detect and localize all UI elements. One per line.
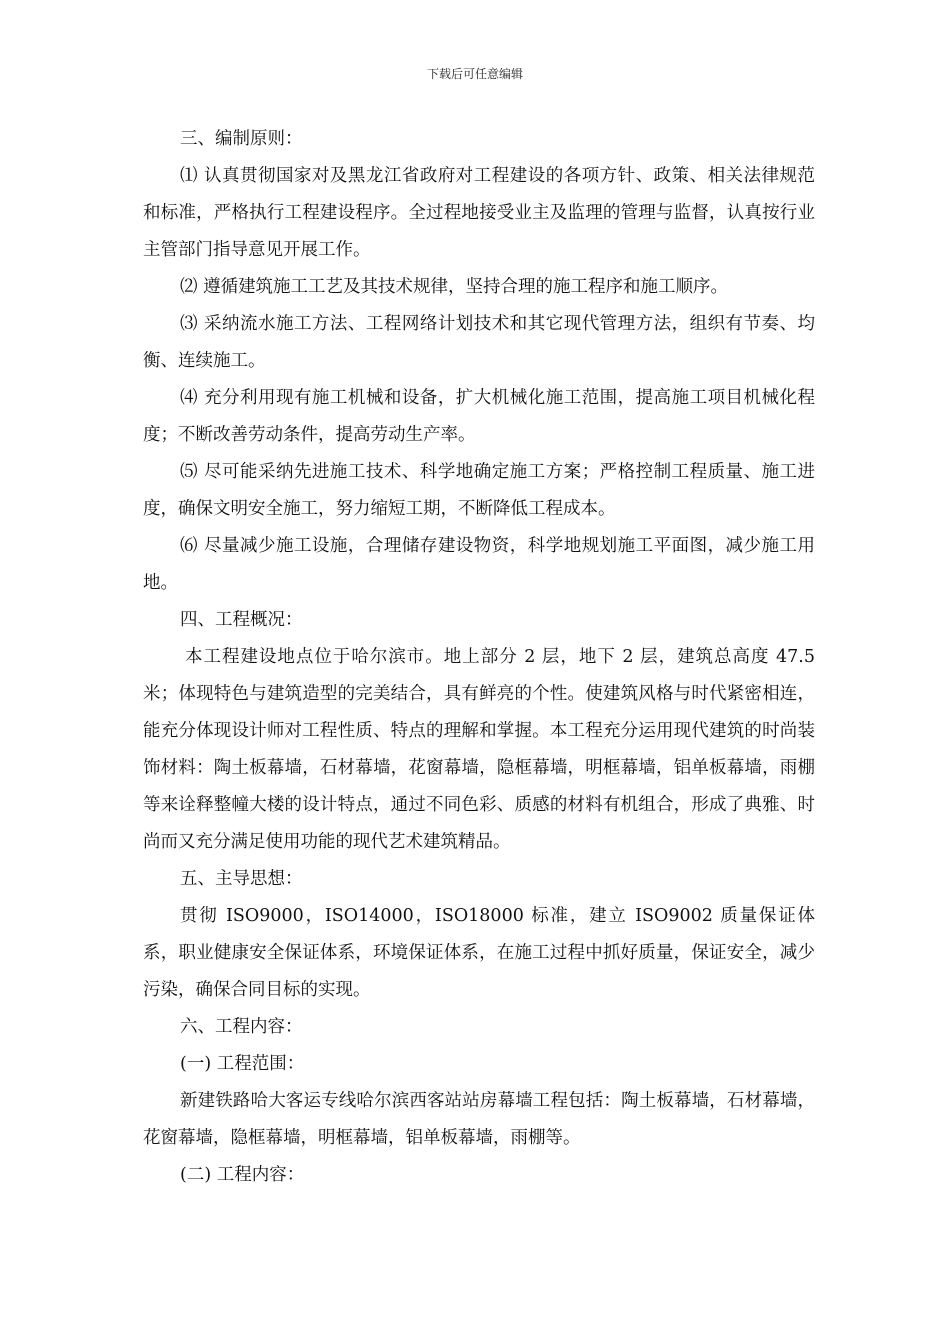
principle-4: ⑷ 充分利用现有施工机械和设备，扩大机械化施工范围，提高施工项目机械化程度；不断改善劳动条件，提高劳动生产率。 — [143, 388, 815, 445]
principle-2: ⑵ 遵循建筑施工工艺及其技术规律，坚持合理的施工程序和施工顺序。 — [180, 277, 729, 297]
section-heading-guiding-idea: 五、主导思想： — [180, 869, 303, 889]
principle-5: ⑸ 尽可能采纳先进施工技术、科学地确定施工方案；严格控制工程质量、施工进度，确保文明安全施工，努力缩短工期，不断降低工程成本。 — [143, 462, 815, 519]
page-header: 下载后可任意编辑 — [426, 67, 523, 81]
principle-6: ⑹ 尽量减少施工设施，合理储存建设物资，科学地规划施工平面图，减少施工用地。 — [143, 536, 815, 593]
guiding-idea-paragraph: 贯彻 ISO9000，ISO14000，ISO18000 标准，建立 ISO9002 质量保证体系，职业健康安全保证体系，环境保证体系，在施工过程中抓好质量，保证安全，减少污染，确保合同目标的实现。 — [143, 906, 815, 1000]
section-heading-overview: 四、工程概况： — [180, 610, 303, 630]
section-heading-principles: 三、编制原则： — [180, 129, 303, 149]
overview-paragraph: 本工程建设地点位于哈尔滨市。地上部分 2 层，地下 2 层，建筑总高度 47.5 米；体现特色与建筑造型的完美结合，具有鲜亮的个性。使建筑风格与时代紧密相连，能充分体现设计师对工程性质、特点的理解和掌握。本工程充分运用现代建筑的时尚装饰材料：陶土板幕墙，石材幕墙，花窗幕墙，隐框幕墙，明框幕墙，铝单板幕墙，雨棚等来诠释整幢大楼的设计特点，通过不同色彩、质感的材料有机组合，形成了典雅、时尚而又充分满足使用功能的现代艺术建筑精品。 — [143, 647, 815, 852]
principle-1: ⑴ 认真贯彻国家对及黑龙江省政府对工程建设的各项方针、政策、相关法律规范和标准，严格执行工程建设程序。全过程地接受业主及监理的管理与监督，认真按行业主管部门指导意见开展工作。 — [143, 166, 815, 260]
subheading-content: (二) 工程内容： — [180, 1165, 305, 1185]
subheading-scope: (一) 工程范围： — [180, 1054, 305, 1074]
scope-paragraph: 新建铁路哈大客运专线哈尔滨西客站站房幕墙工程包括：陶土板幕墙，石材幕墙，花窗幕墙，隐框幕墙，明框幕墙，铝单板幕墙，雨棚等。 — [143, 1091, 815, 1148]
document-body — [143, 121, 815, 1194]
principle-3: ⑶ 采纳流水施工方法、工程网络计划技术和其它现代管理方法，组织有节奏、均衡、连续施工。 — [143, 314, 815, 371]
section-heading-content: 六、工程内容： — [180, 1017, 303, 1037]
